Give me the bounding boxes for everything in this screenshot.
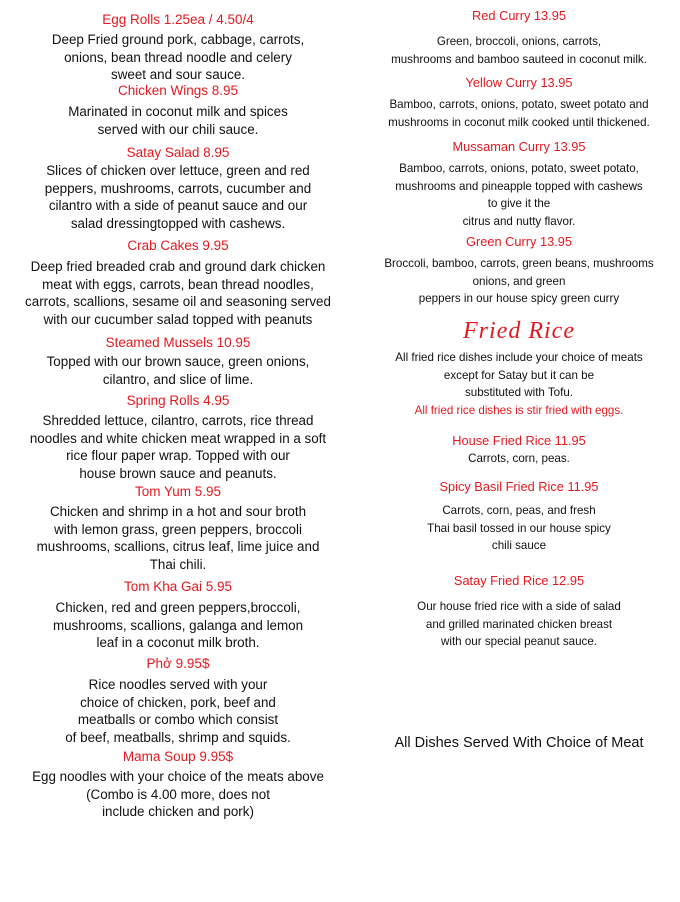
item-title: Red Curry 13.95 (472, 8, 566, 23)
item-description: Green, broccoli, onions, carrots, mushrooms and bamboo sauteed in coconut milk. (391, 35, 647, 66)
item-title: Tom Kha Gai 5.95 (123, 579, 233, 594)
item-description: Chicken and shrimp in a hot and sour broth with lemon grass, green peppers, broccoli mushrooms, scallions, citrus leaf, lime juice and Thai chili. (36, 504, 320, 572)
item-title: Spicy Basil Fried Rice 11.95 (439, 479, 599, 494)
menu-item (0, 655, 356, 746)
item-description: Carrots, corn, peas, and fresh Thai basil tossed in our house spicy chili sauce (427, 504, 611, 552)
menu-item (364, 7, 674, 68)
item-description: Broccoli, bamboo, carrots, green beans, mushrooms onions, and green peppers in our house spicy green curry (384, 257, 654, 305)
item-title: Egg Rolls 1.25ea / 4.50/4 (102, 12, 254, 27)
item-description: Egg noodles with your choice of the meats above (Combo is 4.00 more, does not include chicken and pork) (32, 769, 324, 820)
item-title: Tom Yum 5.95 (134, 484, 222, 499)
item-description: Bamboo, carrots, onions, potato, sweet potato and mushrooms in coconut milk cooked until thickened. (388, 98, 650, 129)
menu-item (0, 483, 356, 573)
item-title: Mussaman Curry 13.95 (452, 139, 586, 154)
item-description: Topped with our brown sauce, green onions, cilantro, and slice of lime. (46, 354, 310, 387)
item-title: Satay Fried Rice 12.95 (453, 573, 585, 588)
item-title: Mama Soup 9.95$ (122, 749, 234, 764)
item-description: Chicken, red and green peppers,broccoli, mushrooms, scallions, galanga and lemon leaf in a coconut milk broth. (52, 600, 304, 651)
item-title: Yellow Curry 13.95 (465, 75, 573, 90)
item-description: Slices of chicken over lettuce, green and red peppers, mushrooms, carrots, cucumber and cilantro with a side of peanut sauce and our salad dressingtopped with cashews. (44, 163, 312, 231)
menu-item (364, 138, 674, 230)
menu-item (0, 237, 356, 328)
menu-item (0, 748, 356, 821)
item-title: Green Curry 13.95 (466, 234, 572, 249)
item-description: Rice noodles served with your choice of chicken, pork, beef and meatballs or combo which consist of beef, meatballs, shrimp and squids. (65, 677, 291, 745)
menu-item (0, 334, 356, 388)
menu-item (364, 572, 674, 651)
item-title: House Fried Rice 11.95 (452, 433, 586, 448)
item-title: Chicken Wings 8.95 (117, 83, 239, 98)
fried-rice-intro (364, 349, 674, 419)
menu-item (0, 578, 356, 652)
menu-item (364, 74, 674, 131)
menu-item (0, 11, 356, 84)
menu-item (364, 233, 674, 308)
item-title: Phở 9.95$ (146, 656, 210, 671)
item-description: Carrots, corn, peas. (468, 452, 570, 465)
item-description: Deep fried breaded crab and ground dark chicken meat with eggs, carrots, bean thread noodles, carrots, scallions, sesame oil and seasoning served with our cucumber salad topped with peanuts (25, 259, 331, 327)
menu-item (364, 432, 674, 468)
footer-note: All Dishes Served With Choice of Meat (394, 735, 644, 751)
item-title: Steamed Mussels 10.95 (105, 335, 251, 350)
intro-text: All fried rice dishes include your choice of meats except for Satay but it can be substituted with Tofu. (395, 351, 643, 399)
item-description: Bamboo, carrots, onions, potato, sweet potato, mushrooms and pineapple topped with cashews to give it the citrus and nutty flavor. (395, 162, 643, 228)
item-description: Marinated in coconut milk and spices served with our chili sauce. (68, 104, 288, 137)
item-title: Satay Salad 8.95 (126, 145, 230, 160)
menu-item (364, 478, 674, 555)
menu-item (0, 82, 356, 138)
egg-note: All fried rice dishes is stir fried with eggs. (414, 403, 624, 417)
item-title: Spring Rolls 4.95 (126, 393, 230, 408)
item-description: Deep Fried ground pork, cabbage, carrots, onions, bean thread noodle and celery sweet and sour sauce. (51, 32, 305, 83)
item-description: Shredded lettuce, cilantro, carrots, rice thread noodles and white chicken meat wrapped in a soft rice flour paper wrap. Topped with our house brown sauce and peanuts. (29, 413, 327, 481)
menu-item (0, 392, 356, 482)
menu-item (0, 144, 356, 232)
item-title: Crab Cakes 9.95 (127, 238, 229, 253)
item-description: Our house fried rice with a side of salad and grilled marinated chicken breast with our special peanut sauce. (417, 600, 621, 648)
fried-rice-heading: Fried Rice (463, 318, 575, 344)
